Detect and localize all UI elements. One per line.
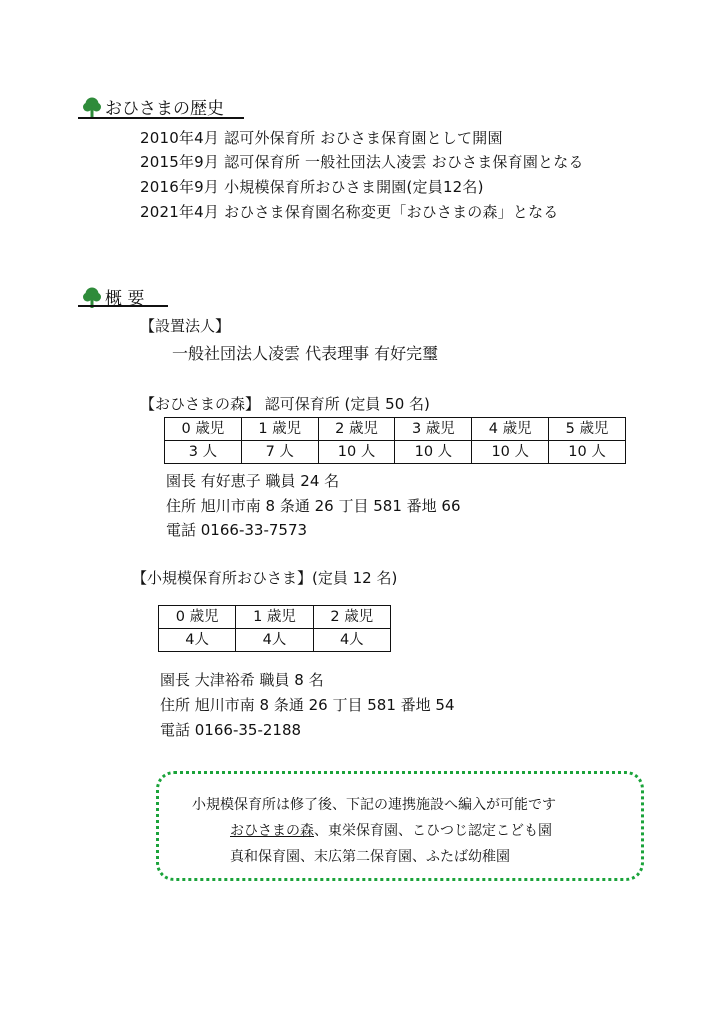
- forest-capacity-table: [164, 417, 626, 464]
- history-heading: [82, 94, 224, 119]
- table-cell: 10 人: [472, 441, 549, 464]
- table-row: [165, 418, 626, 441]
- table-cell: 4人: [159, 629, 236, 652]
- table-cell: 2 歳児: [313, 606, 390, 629]
- table-cell: 1 歳児: [241, 418, 318, 441]
- small-staff: 園長 大津裕希 職員 8 名: [160, 671, 324, 689]
- transfer-note-rest: 、東栄保育園、こひつじ認定こども園: [314, 823, 552, 839]
- table-cell: 2 歳児: [318, 418, 395, 441]
- history-entry: 2016年9月 小規模保育所おひさま開園(定員12名): [140, 178, 484, 196]
- forest-title: 【おひさまの森】 認可保育所 (定員 50 名): [140, 395, 430, 413]
- small-address: 住所 旭川市南 8 条通 26 丁目 581 番地 54: [160, 696, 455, 714]
- table-row: [159, 606, 391, 629]
- table-cell: 4人: [236, 629, 313, 652]
- small-phone: 電話 0166-35-2188: [160, 721, 302, 739]
- tree-icon: [82, 97, 102, 119]
- forest-link-text: おひさまの森: [230, 823, 314, 839]
- small-title: 【小規模保育所おひさま】(定員 12 名): [132, 569, 398, 587]
- table-row: [165, 441, 626, 464]
- table-cell: 0 歳児: [165, 418, 242, 441]
- forest-address: 住所 旭川市南 8 条通 26 丁目 581 番地 66: [166, 497, 461, 515]
- table-cell: 10 人: [549, 441, 626, 464]
- small-capacity-table: [158, 605, 391, 652]
- forest-staff: 園長 有好恵子 職員 24 名: [166, 472, 340, 490]
- table-cell: 7 人: [241, 441, 318, 464]
- table-cell: 4人: [313, 629, 390, 652]
- table-row: [159, 629, 391, 652]
- table-cell: 3 歳児: [395, 418, 472, 441]
- transfer-note-line: 真和保育園、末広第二保育園、ふたば幼稚園: [230, 849, 510, 865]
- overview-heading-underline: [78, 305, 168, 307]
- table-cell: 10 人: [395, 441, 472, 464]
- corporation-value: 一般社団法人凌雲 代表理事 有好完璽: [172, 344, 439, 363]
- history-entry: 2010年4月 認可外保育所 おひさま保育園として開園: [140, 129, 503, 147]
- history-heading-text: おひさまの歴史: [105, 99, 224, 119]
- table-cell: 5 歳児: [549, 418, 626, 441]
- history-entry: 2021年4月 おひさま保育園名称変更「おひさまの森」となる: [140, 203, 559, 221]
- corporation-label: 【設置法人】: [140, 317, 231, 335]
- overview-heading-text: 概 要: [105, 289, 145, 309]
- transfer-note-line: 小規模保育所は修了後、下記の連携施設へ編入が可能です: [192, 797, 556, 813]
- transfer-note-line: [230, 820, 552, 840]
- forest-phone: 電話 0166-33-7573: [166, 521, 308, 539]
- table-cell: 1 歳児: [236, 606, 313, 629]
- table-cell: 10 人: [318, 441, 395, 464]
- history-entry: 2015年9月 認可保育所 一般社団法人凌雲 おひさま保育園となる: [140, 153, 584, 171]
- table-cell: 0 歳児: [159, 606, 236, 629]
- history-heading-underline: [78, 117, 244, 119]
- table-cell: 4 歳児: [472, 418, 549, 441]
- table-cell: 3 人: [165, 441, 242, 464]
